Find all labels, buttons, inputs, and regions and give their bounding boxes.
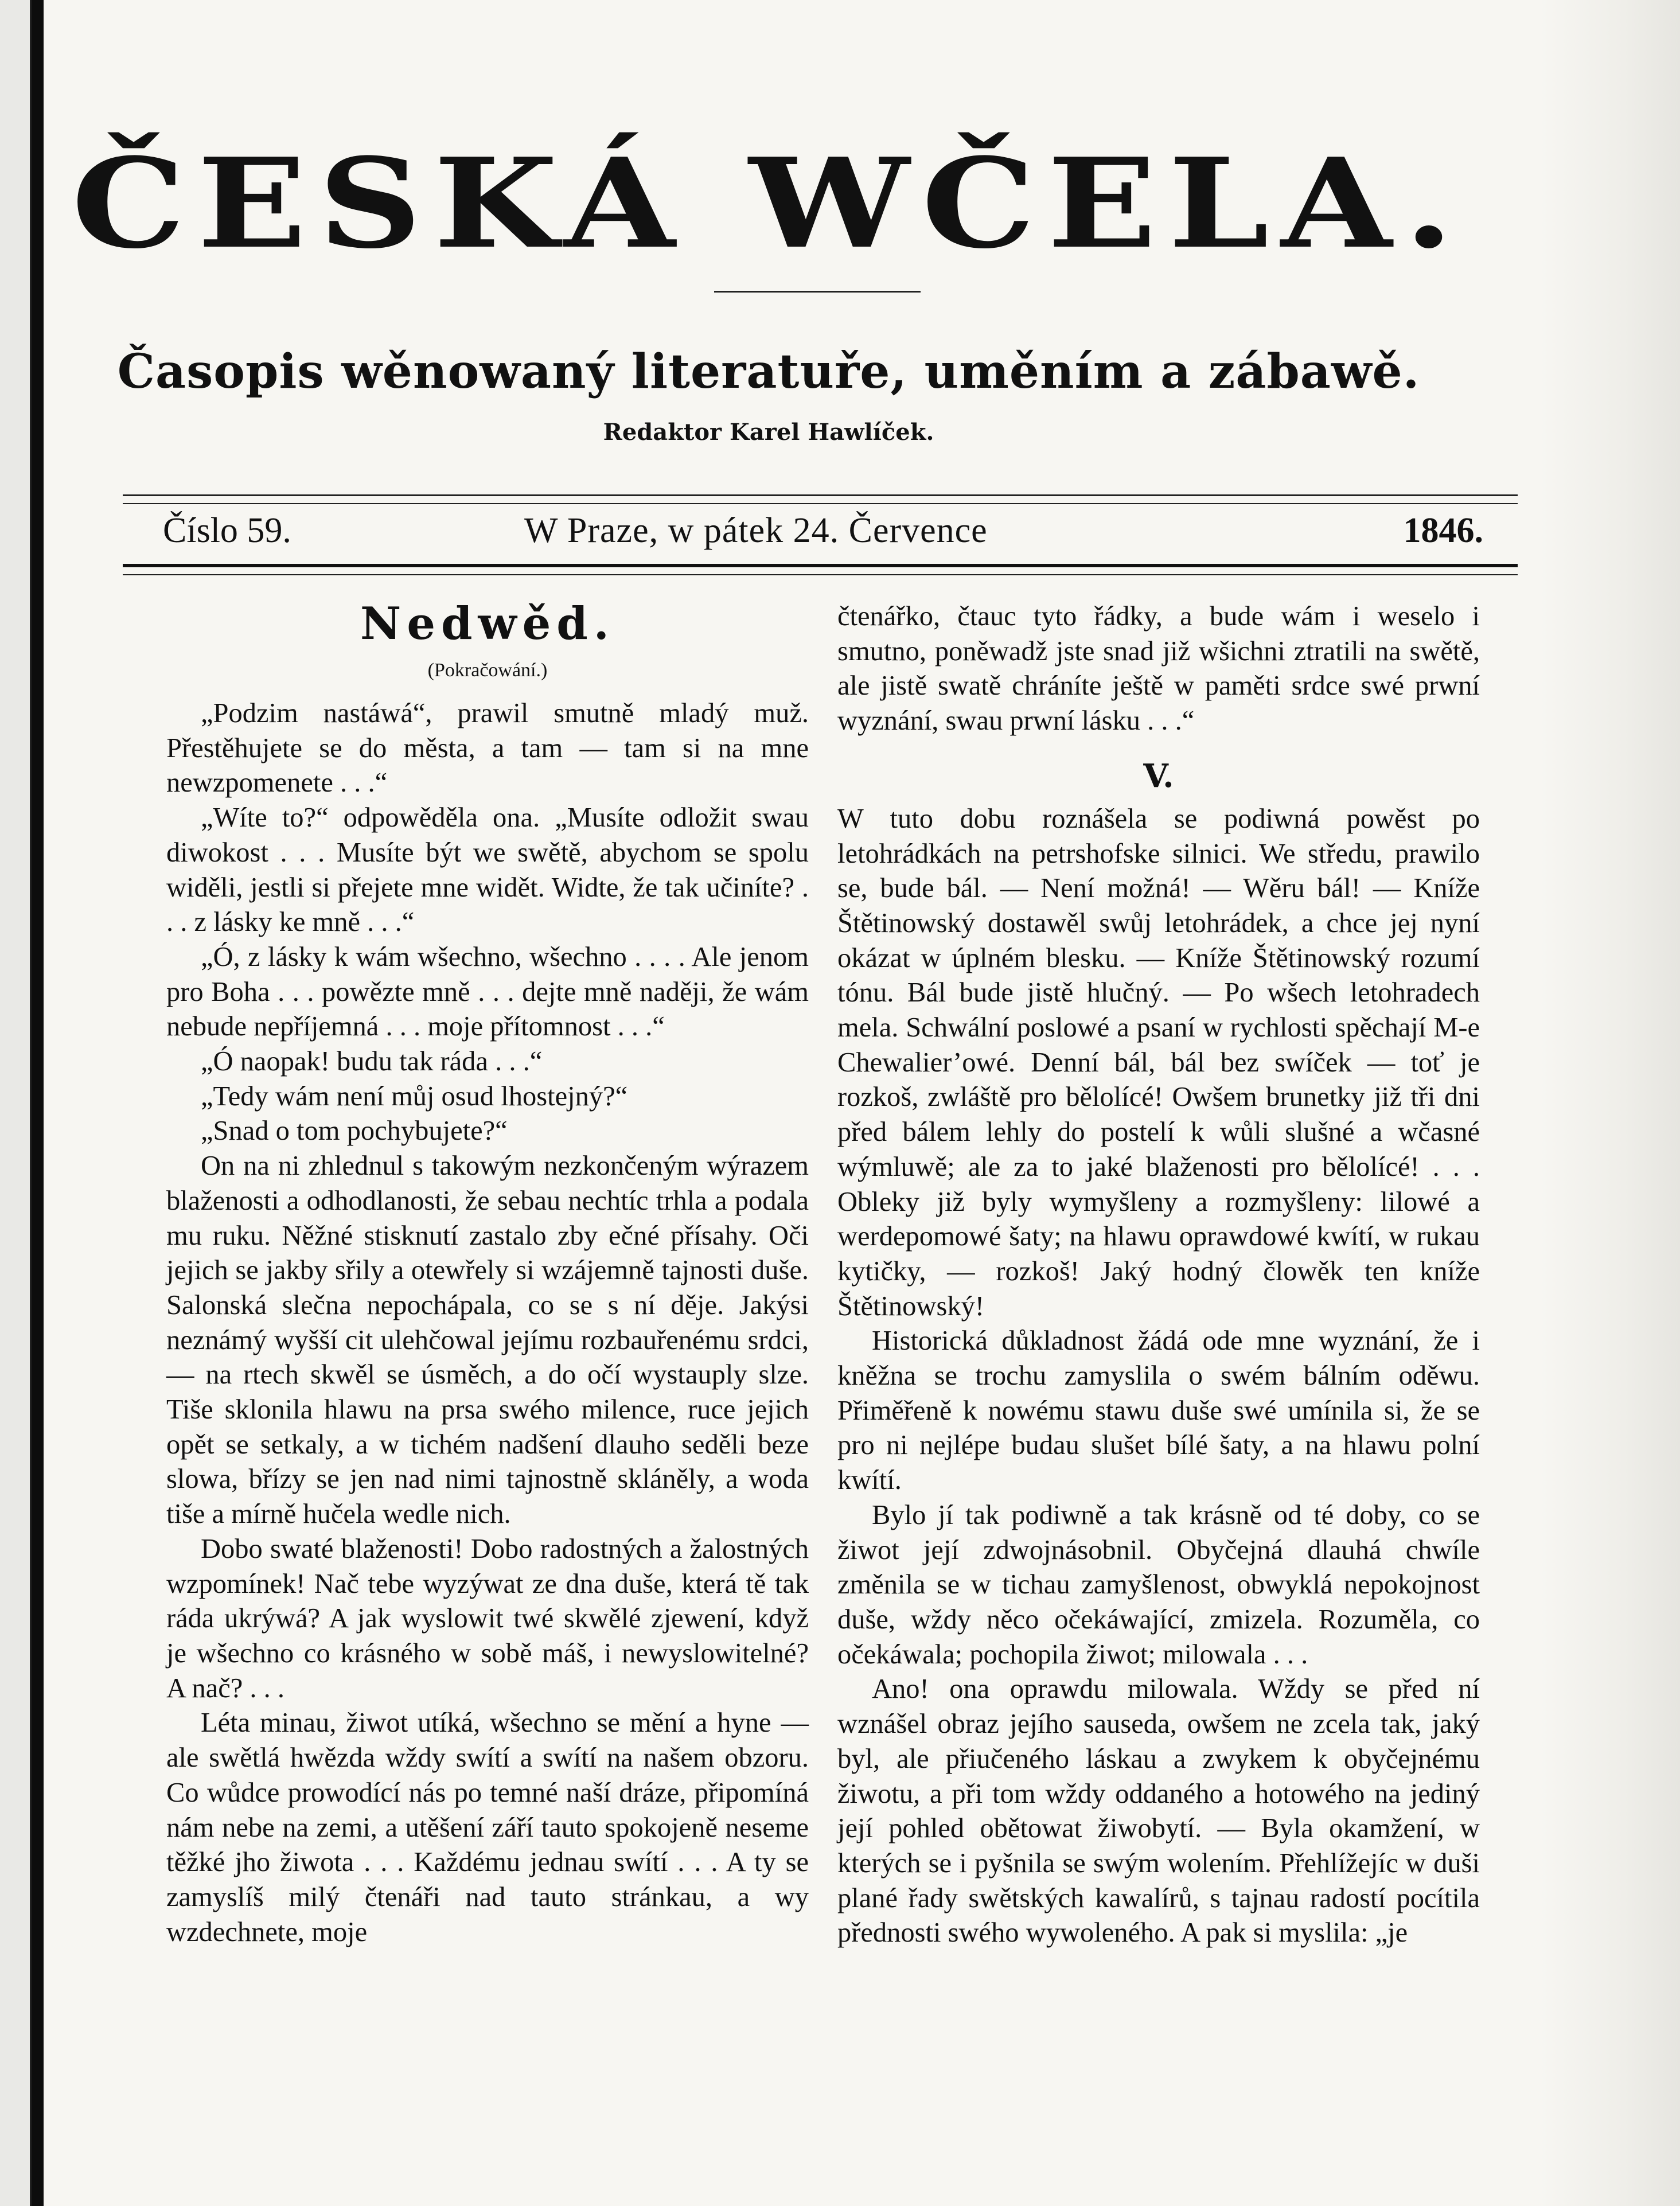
paragraph: „Wíte to?“ odpowěděla ona. „Musíte odložit swau diwokost . . . Musíte být we swětě, abychom se spolu widěli, jestli si přejete mne widět. Widte, že tak učiníte? . . . z lásky ke mně . . .“ [166, 802, 809, 938]
paragraph: On na ni zhlednul s takowým nezkončeným wýrazem blaženosti a odhodlanosti, že sebau nechtíc trhla a podala mu ruku. Něžné stisknutí zastalo zby ečné přísahy. Oči jejich se jakby sřily a otewřely si wzájemně tajnosti duše. Salonská slečna nepochápala, co se s ní děje. Jakýsi neznámý wyšší cit ulehčowal jejímu rozbauřenému srdci, — na rtech skwěl se úsměch, a do očí wystauply slze. Tiše sklonila hlawu na prsa swého milence, ruce jejich opět se setkaly, a w tichém nadšení dlauho seděli beze slowa, břízy se jen nad nimi tajnostně skláněly, a woda tiše a mírně hučela wedle nich. [166, 1151, 809, 1530]
facing-page-bleed [1539, 0, 1680, 2206]
paragraph: „Snad o tom pochybujete?“ [201, 1116, 508, 1147]
masthead-title: ČESKÁ WČELA. [71, 131, 1466, 276]
paragraph: Historická důkladnost žádá ode mne wyznání, že i kněžna se trochu zamyslila o swém bálním oděwu. Přiměřeně k nowému stawu duše swé umínila si, že se pro ni nejlépe budau slušet bílé šaty, a na hlawu polní kwítí. [837, 1326, 1480, 1496]
page-footer-edge [1296, 2180, 1640, 2206]
issue-info-row [123, 504, 1518, 561]
issue-rule-bottom [123, 564, 1518, 575]
article-subtitle: (Pokračowání.) [427, 660, 548, 681]
paragraph: Ano! ona oprawdu milowala. Wždy se před ní wznášel obraz jejího sauseda, owšem ne zcela tak, jaký byl, ale přiučeného láskau a zwykem k obyčejnému žiwotu, a při tom wždy oddaného a hotowého na jediný její pohled obětowat žiwobytí. — Byla okamžení, w kterých se i pyšnila se swým wolením. Přehlížejíc w duši plané řady swětských kawalírů, s tajnau radostí pocítila přednosti swého wywoleného. A pak si myslila: „je [837, 1674, 1480, 1948]
paragraph: „Podzim nastáwá“, prawil smutně mladý muž. Přestěhujete se do města, a tam — tam si na mne newzpomenete . . .“ [166, 698, 809, 798]
paragraph: Léta minau, žiwot utíká, wšechno se mění a hyne — ale swětlá hwězda wždy swítí a swítí na našem obzoru. Co wůdce prowodící nás po temné naší dráze, připomíná nám nebe na zemi, a utěšení září tauto spokojeně neseme těžké jho žiwota . . . Každému jednau swítí . . . A ty se zamyslíš milý čtenáři nad tauto stránkau, a wy wzdechnete, moje [166, 1708, 809, 1947]
paragraph: „Ó, z lásky k wám wšechno, wšechno . . . . Ale jenom pro Boha . . . powězte mně . . . dejte mně naději, že wám nebude nepříjemná . . . moje přítomnost . . .“ [166, 941, 809, 1042]
issue-number: Číslo 59. [163, 511, 291, 550]
issue-year: 1846. [1403, 511, 1483, 550]
right-column [837, 599, 1480, 1951]
chapter-heading: V. [1143, 757, 1174, 795]
right-column-text [837, 802, 1480, 1951]
paragraph: „Tedy wám není můj osud lhostejný?“ [201, 1081, 628, 1112]
editor-line: Redaktor Karel Hawlíček. [603, 419, 934, 446]
paragraph: Bylo jí tak podiwně a tak krásně od té doby, co se žiwot její zdwojnásobnil. Obyčejná dlauhá chwíle změnila se w tichau zamyšlenost, obwyklá nepokojnost duše, wždy něco očekáwající, zmizela. Rozuměla, co očekáwala; pochopila žiwot; milowala . . . [837, 1499, 1480, 1670]
issue-rule-top [123, 494, 1518, 504]
masthead-divider [714, 291, 921, 293]
left-column-text [166, 696, 809, 1950]
masthead-subtitle: Časopis wěnowaný literatuře, uměním a zábawě. [117, 344, 1420, 399]
paragraph: čtenářko, čtauc tyto řádky, a bude wám i weselo i smutno, poněwadž jste snad již wšichni ztratili na swětě, ale jistě swatě chráníte ještě w paměti srdce swé prwní wyznání, swau prwní lásku . . .“ [837, 601, 1480, 736]
adjacent-page-edge [0, 0, 32, 2206]
issue-place-date: W Praze, w pátek 24. Července [524, 511, 988, 550]
article-title: Nedwěd. [360, 598, 615, 650]
left-column [166, 591, 809, 1950]
paragraph: W tuto dobu roznášela se podiwná powěst po letohrádkách na petrshofske silnici. We středu, prawilo se, bude bál. — Není možná! — Wěru bál! — Kníže Štětinowský dostawěl swůj letohrádek, a chce jej nyní okázat w úplném blesku. — Kníže Štětinowský rozumí tónu. Bál bude jistě hlučný. — Po wšech letohradech mela. Schwální poslowé a psaní w rychlosti spěchají M-e Chewalier’owé. Denní bál, bál bez swíček — toť je rozkoš, zwláště pro bělolícé! Owšem brunetky již tři dni před bálem lehly do postelí k wůli slušné a wčasné wýmluwě; ale za to jaké blaženosti pro bělolícé! . . . Obleky již byly wymyšleny a rozmyšleny: lilowé a werdepomowé šaty; na hlawu oprawdowé kwítí, w rukau kytičky, — rozkoš! Jaký hodný člowěk ten kníže Štětinowský! [837, 803, 1480, 1322]
paragraph: „Ó naopak! budu tak ráda . . .“ [201, 1046, 543, 1077]
paragraph: Dobo swaté blaženosti! Dobo radostných a žalostných wzpomínek! Nač tebe wyzýwat ze dna duše, která tě tak ráda ukrýwá? A jak wyslowit twé skwělé zjewení, když je wšechno co krásného w sobě máš, i newyslowitelné? A nač? . . . [166, 1533, 809, 1704]
